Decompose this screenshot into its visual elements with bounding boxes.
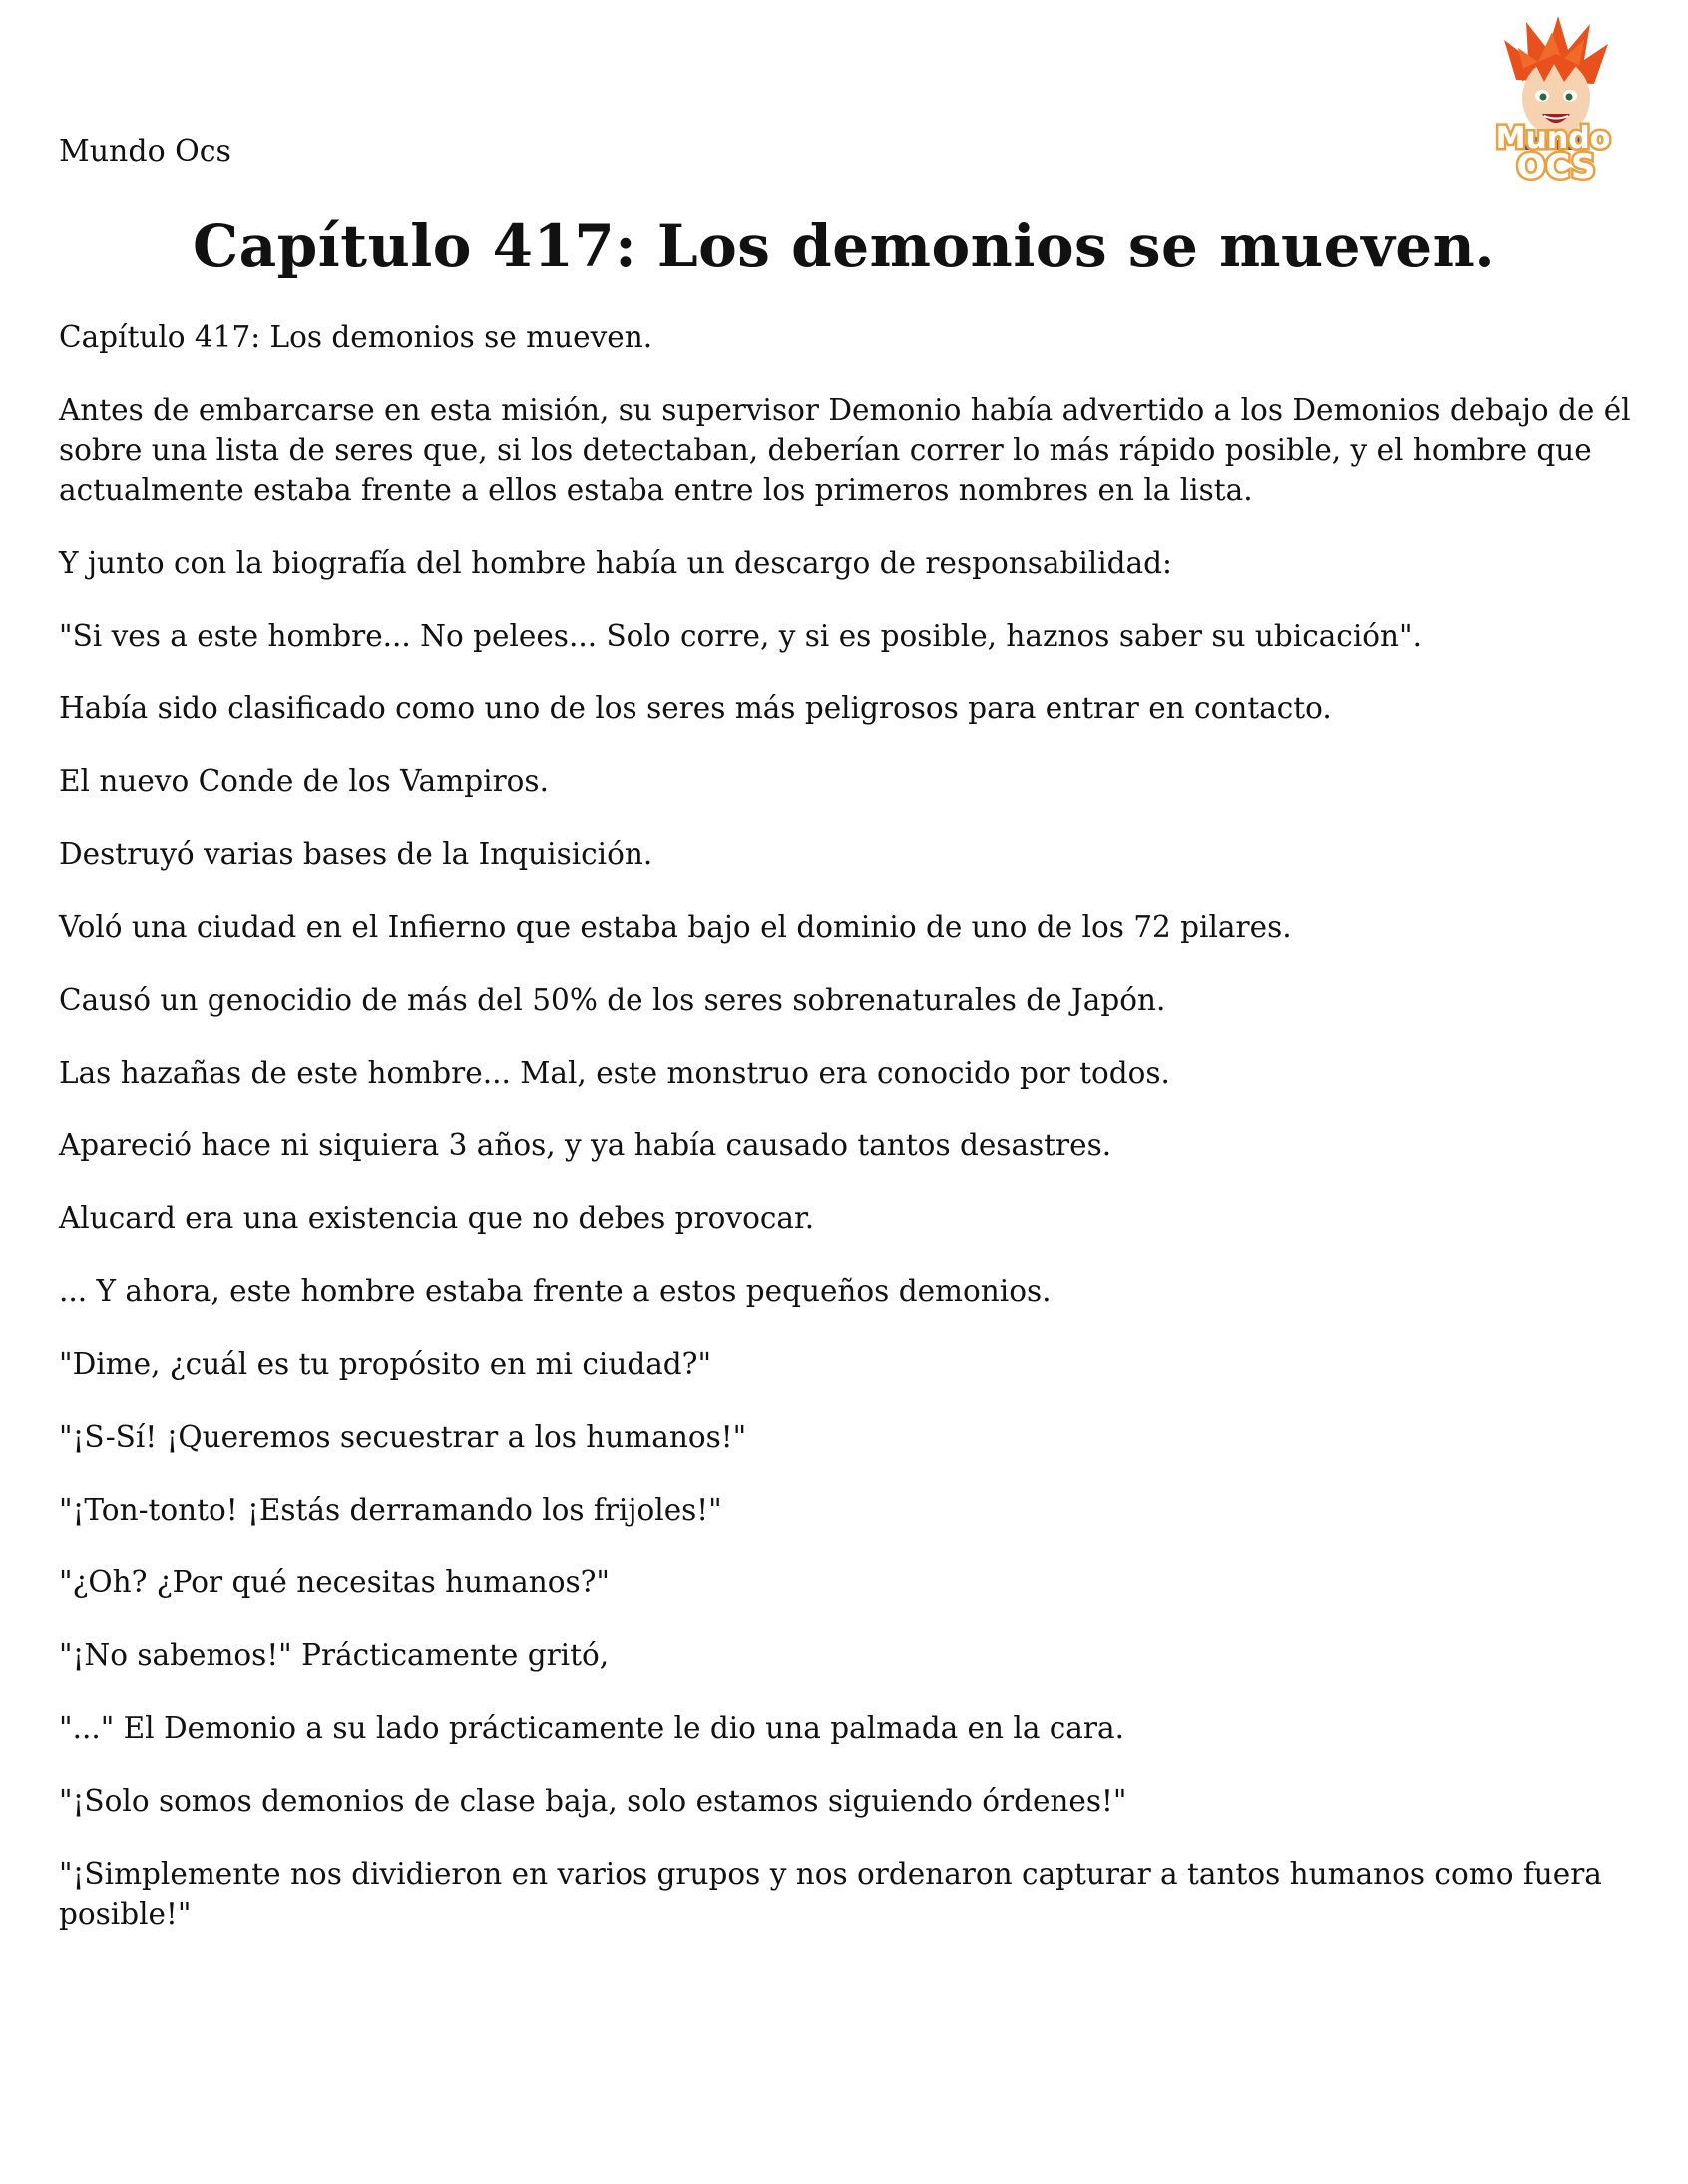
chapter-body (59, 317, 1635, 1966)
paragraph: Destruyó varias bases de la Inquisición. (59, 837, 653, 871)
paragraph: Voló una ciudad en el Infierno que estaba bajo el dominio de uno de los 72 pilares. (59, 910, 1292, 944)
paragraph: Alucard era una existencia que no debes provocar. (59, 1201, 815, 1235)
site-name: Mundo Ocs (59, 134, 231, 169)
paragraph: Las hazañas de este hombre... Mal, este monstruo era conocido por todos. (59, 1056, 1170, 1090)
paragraph: "¡No sabemos!" Prácticamente gritó, (59, 1638, 610, 1672)
paragraph: "¡Simplemente nos dividieron en varios grupos y nos ordenaron capturar a tantos humanos como fuera posible!" (59, 1857, 1602, 1931)
paragraph: ... Y ahora, este hombre estaba frente a estos pequeños demonios. (59, 1274, 1052, 1308)
paragraph: Causó un genocidio de más del 50% de los seres sobrenaturales de Japón. (59, 983, 1166, 1017)
mundo-ocs-logo (1467, 10, 1641, 185)
paragraph: Había sido clasificado como uno de los seres más peligrosos para entrar en contacto. (59, 691, 1332, 725)
chapter-title: Capítulo 417: Los demonios se mueven. (192, 213, 1496, 280)
paragraph: Apareció hace ni siquiera 3 años, y ya había causado tantos desastres. (59, 1128, 1112, 1162)
paragraph: "¡Ton-tonto! ¡Estás derramando los frijoles!" (59, 1493, 722, 1527)
paragraph: "¿Oh? ¿Por qué necesitas humanos?" (59, 1565, 611, 1599)
paragraph: Antes de embarcarse en esta misión, su supervisor Demonio había advertido a los Demonios debajo de él sobre una lista de seres que, si los detectaban, deberían correr lo más rápido posible, y el hombre que actualmente estaba frente a ellos estaba entre los primeros nombres en la lista. (59, 393, 1631, 507)
paragraph: "Si ves a este hombre... No pelees... Solo corre, y si es posible, haznos saber su ubicación". (59, 619, 1422, 653)
paragraph: "¡Solo somos demonios de clase baja, solo estamos siguiendo órdenes!" (59, 1784, 1127, 1818)
paragraph: "¡S-Sí! ¡Queremos secuestrar a los humanos!" (59, 1420, 747, 1454)
paragraph: Y junto con la biografía del hombre había un descargo de responsabilidad: (59, 546, 1172, 580)
paragraph: "Dime, ¿cuál es tu propósito en mi ciudad?" (59, 1347, 712, 1381)
svg-text:Mundo: Mundo (1495, 121, 1611, 156)
paragraph: Capítulo 417: Los demonios se mueven. (59, 320, 653, 354)
svg-text:OCS: OCS (1516, 147, 1596, 185)
paragraph: El nuevo Conde de los Vampiros. (59, 764, 549, 798)
paragraph: "..." El Demonio a su lado prácticamente le dio una palmada en la cara. (59, 1711, 1124, 1745)
